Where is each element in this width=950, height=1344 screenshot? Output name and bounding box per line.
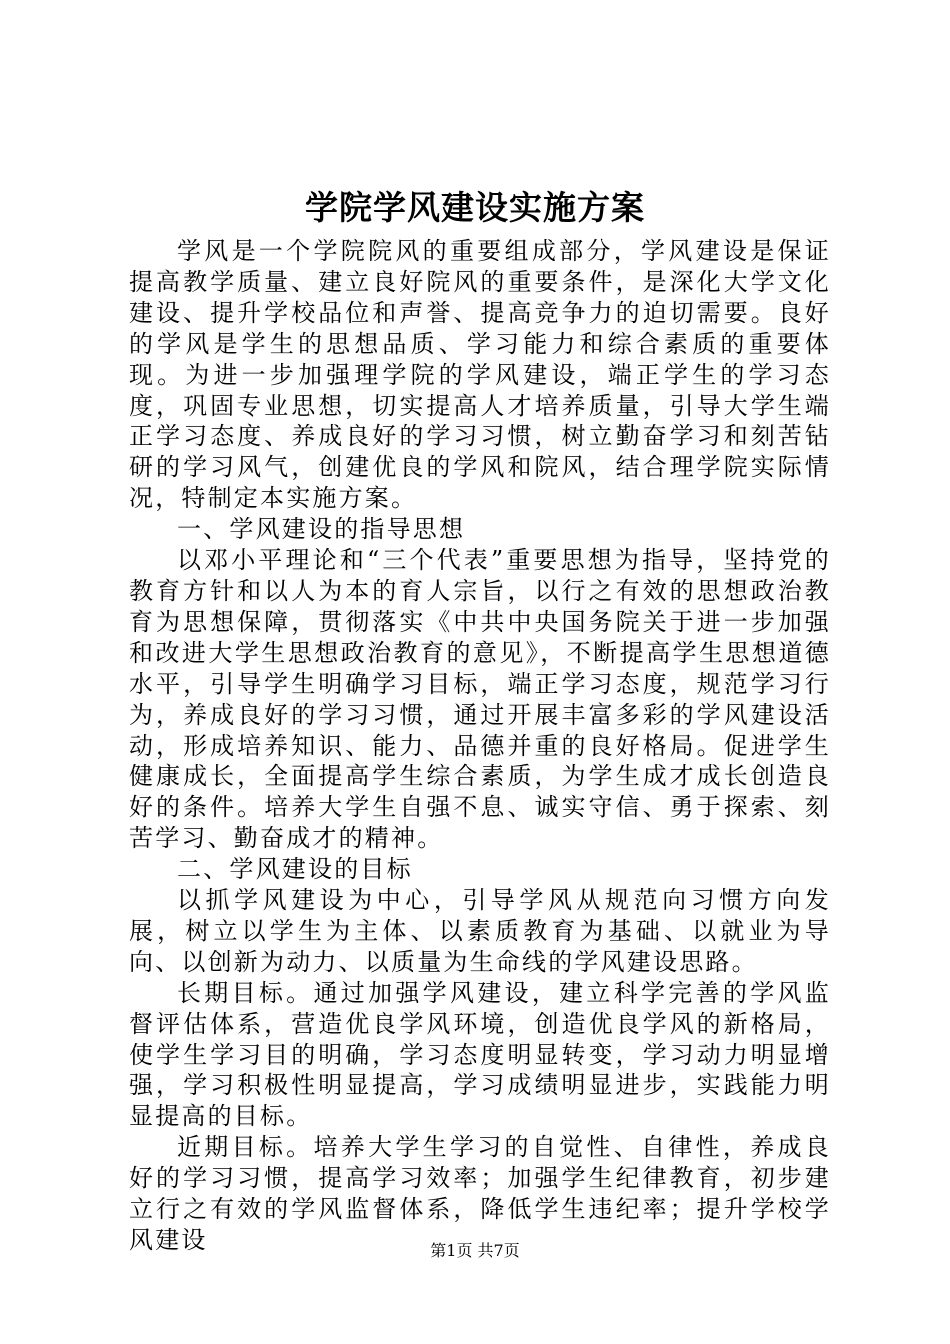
short-term-goal-paragraph: 近期目标。培养大学生学习的自觉性、自律性，养成良好的学习习惯，提高学习效率；加强学生纪律教育，初步建立行之有效的学风监督体系，降低学生违纪率；提升学校学风建设: [129, 1133, 831, 1254]
document-body: [129, 236, 831, 1256]
long-term-goal-paragraph: 长期目标。通过加强学风建设，建立科学完善的学风监督评估体系，营造优良学风环境，创造优良学风的新格局，使学生学习目的明确，学习态度明显转变，学习动力明显增强，学习积极性明显提高，学习成绩明显进步，实践能力明显提高的目标。: [129, 978, 831, 1131]
document-title: 学院学风建设实施方案: [305, 188, 645, 227]
intro-paragraph: 学风是一个学院院风的重要组成部分，学风建设是保证提高教学质量、建立良好院风的重要条件，是深化大学文化建设、提升学校品位和声誉、提高竞争力的迫切需要。良好的学风是学生的思想品质、学习能力和综合素质的重要体现。为进一步加强理学院的学风建设，端正学生的学习态度，巩固专业思想，切实提高人才培养质量，引导大学生端正学习态度、养成良好的学习习惯，树立勤奋学习和刻苦钻研的学习风气，创建优良的学风和院风，结合理学院实际情况，特制定本实施方案。: [129, 237, 831, 513]
section-heading-guiding-thought: 一、学风建设的指导思想: [177, 515, 466, 544]
goals-paragraph: 以抓学风建设为中心，引导学风从规范向习惯方向发展，树立以学生为主体、以素质教育为基础、以就业为导向、以创新为动力、以质量为生命线的学风建设思路。: [129, 886, 831, 976]
page-number-footer: 第1页 共7页: [430, 1241, 520, 1260]
section-heading-goals: 二、学风建设的目标: [177, 855, 413, 884]
guiding-thought-paragraph: 以邓小平理论和“三个代表”重要思想为指导，坚持党的教育方针和以人为本的育人宗旨，以行之有效的思想政治教育为思想保障，贯彻落实《中共中央国务院关于进一步加强和改进大学生思想政治教育的意见》，不断提高学生思想道德水平，引导学生明确学习目标，端正学习态度，规范学习行为，养成良好的学习习惯，通过开展丰富多彩的学风建设活动，形成培养知识、能力、品德并重的良好格局。促进学生健康成长，全面提高学生综合素质，为学生成才成长创造良好的条件。培养大学生自强不息、诚实守信、勇于探索、刻苦学习、勤奋成才的精神。: [129, 546, 831, 853]
